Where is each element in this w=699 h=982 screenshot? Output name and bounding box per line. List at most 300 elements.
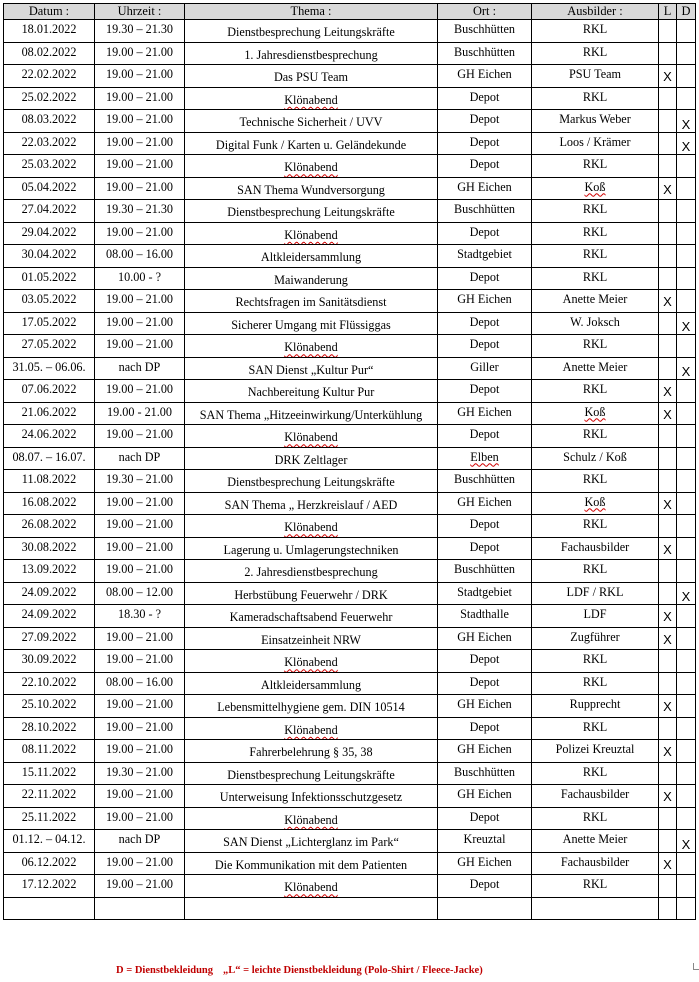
cell-ausbilder [532, 65, 659, 88]
cell-l-mark [659, 875, 677, 898]
cell-ort [438, 357, 532, 380]
cell-uhrzeit-text: 19.00 – 21.00 [105, 44, 174, 59]
cell-uhrzeit-text: nach DP [118, 359, 161, 374]
cell-ausbilder-text: RKL [582, 247, 608, 261]
cell-ort [438, 537, 532, 560]
cell-ort-text: GH Eichen [457, 787, 512, 801]
table-row [4, 132, 696, 155]
cell-ausbilder-text: RKL [582, 427, 608, 441]
cell-ausbilder [532, 402, 659, 425]
cell-thema [185, 492, 438, 515]
cell-l-mark-text: X [663, 856, 672, 872]
cell-uhrzeit-text: 19.00 – 21.00 [105, 719, 174, 734]
table-row [4, 740, 696, 763]
cell-datum-text: 25.02.2022 [21, 89, 77, 104]
cell-thema [185, 897, 438, 920]
cell-uhrzeit [95, 785, 185, 808]
cell-l-mark [659, 717, 677, 740]
cell-uhrzeit [95, 447, 185, 470]
cell-ort-text: GH Eichen [457, 67, 512, 81]
cell-ort [438, 582, 532, 605]
cell-thema [185, 830, 438, 853]
cell-d-mark [677, 110, 696, 133]
cell-d-mark [677, 222, 696, 245]
cell-thema-text: Die Kommunikation mit dem Patienten [214, 857, 408, 872]
cell-ausbilder [532, 222, 659, 245]
cell-ort [438, 380, 532, 403]
cell-datum [4, 87, 95, 110]
cell-thema [185, 650, 438, 673]
cell-uhrzeit [95, 402, 185, 425]
cell-thema-text: Dienstbesprechung Leitungskräfte [227, 475, 395, 490]
cell-d-mark [677, 20, 696, 43]
cell-l-mark-text: X [663, 69, 672, 84]
cell-uhrzeit [95, 627, 185, 650]
cell-uhrzeit-text: 19.00 – 21.00 [105, 742, 174, 756]
cell-thema-text: Kameradschaftsabend Feuerwehr [229, 610, 393, 625]
cell-uhrzeit-text: nach DP [118, 832, 161, 846]
cell-d-mark [677, 515, 696, 538]
cell-thema [185, 335, 438, 358]
cell-uhrzeit [95, 177, 185, 200]
cell-ausbilder-text: RKL [582, 517, 608, 531]
table-row [4, 65, 696, 88]
header-ausbilder: Ausbilder : [532, 4, 659, 20]
cell-uhrzeit [95, 267, 185, 290]
cell-d-mark [677, 672, 696, 695]
cell-thema [185, 155, 438, 178]
cell-datum [4, 65, 95, 88]
cell-l-mark [659, 402, 677, 425]
cell-ausbilder-text: RKL [582, 224, 608, 239]
cell-uhrzeit [95, 425, 185, 448]
cell-thema [185, 177, 438, 200]
header-l: L [659, 4, 677, 20]
cell-l-mark [659, 695, 677, 718]
cell-uhrzeit-text: 08.00 – 16.00 [105, 674, 174, 689]
cell-l-mark [659, 290, 677, 313]
cell-thema-text: Dienstbesprechung Leitungskräfte [227, 205, 395, 220]
cell-ort [438, 515, 532, 538]
table-row [4, 222, 696, 245]
cell-thema-text: Das PSU Team [273, 70, 349, 85]
cell-thema-text: Klönabend [284, 812, 338, 827]
cell-uhrzeit [95, 222, 185, 245]
cell-datum-text: 05.04.2022 [21, 179, 77, 194]
cell-uhrzeit-text: 19.00 – 21.00 [105, 224, 174, 239]
cell-l-mark-text: X [663, 631, 672, 647]
cell-datum-text: 30.09.2022 [21, 652, 77, 666]
cell-ausbilder [532, 245, 659, 268]
cell-uhrzeit [95, 492, 185, 515]
cell-datum [4, 672, 95, 695]
table-row [4, 672, 696, 695]
cell-thema-text: Sicherer Umgang mit Flüssiggas [231, 317, 391, 332]
cell-datum-text: 25.10.2022 [21, 697, 77, 711]
cell-d-mark [677, 177, 696, 200]
cell-ausbilder-text: Anette Meier [562, 359, 628, 374]
cell-uhrzeit [95, 132, 185, 155]
cell-datum-text: 08.11.2022 [21, 742, 77, 756]
cell-l-mark [659, 470, 677, 493]
cell-d-mark [677, 200, 696, 223]
cell-uhrzeit-text: 19.00 – 21.00 [105, 517, 174, 531]
cell-thema-text: Klönabend [284, 430, 338, 445]
cell-uhrzeit-text: 19.30 – 21.00 [105, 764, 174, 779]
cell-thema-text: Klönabend [284, 160, 338, 175]
cell-thema-text: Klönabend [284, 340, 338, 355]
cell-datum-text: 22.10.2022 [21, 674, 77, 689]
legend [116, 965, 483, 976]
cell-datum-text: 07.06.2022 [21, 382, 77, 396]
cell-l-mark [659, 200, 677, 223]
cell-uhrzeit [95, 200, 185, 223]
cell-ausbilder [532, 492, 659, 515]
table-row [4, 875, 696, 898]
cell-thema [185, 65, 438, 88]
cell-uhrzeit-text: 19.00 - 21.00 [107, 404, 172, 419]
cell-l-mark [659, 335, 677, 358]
cell-l-mark [659, 380, 677, 403]
cell-uhrzeit-text: 19.00 – 21.00 [105, 112, 174, 126]
cell-uhrzeit [95, 897, 185, 920]
cell-thema [185, 695, 438, 718]
table-row [4, 155, 696, 178]
cell-datum-text: 22.03.2022 [21, 134, 77, 149]
cell-datum-text: 27.04.2022 [21, 202, 77, 216]
cell-ort [438, 222, 532, 245]
cell-datum [4, 20, 95, 43]
cell-ausbilder-text: RKL [582, 809, 608, 824]
cell-l-mark-text: X [663, 541, 672, 557]
cell-ausbilder [532, 335, 659, 358]
cell-thema-text: Lagerung u. Umlagerungstechniken [223, 542, 399, 557]
cell-ausbilder [532, 515, 659, 538]
cell-ort [438, 155, 532, 178]
cell-d-mark [677, 897, 696, 920]
table-row [4, 515, 696, 538]
cell-ausbilder-text: Fachausbilder [560, 539, 630, 554]
cell-thema [185, 627, 438, 650]
cell-l-mark-text: X [663, 789, 672, 804]
cell-l-mark [659, 515, 677, 538]
cell-thema-text: Unterweisung Infektionsschutzgesetz [219, 790, 403, 805]
cell-datum [4, 852, 95, 875]
cell-ort [438, 672, 532, 695]
cell-uhrzeit [95, 762, 185, 785]
cell-ort-text: GH Eichen [457, 742, 512, 756]
cell-uhrzeit-text: 08.00 – 16.00 [105, 247, 174, 261]
cell-thema [185, 537, 438, 560]
cell-d-mark [677, 267, 696, 290]
cell-uhrzeit [95, 42, 185, 65]
cell-ort [438, 492, 532, 515]
cell-ort-text: Elben [470, 449, 499, 464]
cell-uhrzeit [95, 560, 185, 583]
cell-thema-text: 1. Jahresdienstbesprechung [244, 47, 378, 62]
cell-thema [185, 785, 438, 808]
table-row [4, 110, 696, 133]
cell-ort-text: Buschhütten [454, 472, 515, 486]
cell-ort-text: Buschhütten [454, 44, 515, 59]
table-row [4, 627, 696, 650]
cell-thema-text: Klönabend [284, 92, 338, 107]
table-row [4, 335, 696, 358]
cell-ausbilder-text: Koß [584, 404, 606, 419]
cell-ausbilder-text: RKL [582, 269, 608, 284]
legend-dienstbekleidung: D = Dienstbekleidung [116, 965, 214, 976]
cell-ort [438, 20, 532, 43]
cell-thema [185, 20, 438, 43]
cell-ausbilder [532, 695, 659, 718]
cell-datum-text: 08.02.2022 [21, 44, 77, 59]
cell-uhrzeit-text: 19.30 – 21.30 [105, 22, 174, 36]
cell-uhrzeit-text: nach DP [118, 449, 161, 464]
cell-uhrzeit [95, 830, 185, 853]
cell-d-mark [677, 830, 696, 853]
cell-uhrzeit-text: 19.00 – 21.00 [105, 494, 174, 509]
cell-uhrzeit [95, 515, 185, 538]
cell-d-mark [677, 470, 696, 493]
cell-thema [185, 470, 438, 493]
table-row [4, 357, 696, 380]
cell-thema [185, 87, 438, 110]
cell-thema-text: Dienstbesprechung Leitungskräfte [227, 767, 395, 782]
cell-datum-text: 13.09.2022 [21, 562, 77, 576]
cell-uhrzeit [95, 605, 185, 628]
cell-thema [185, 852, 438, 875]
table-row [4, 762, 696, 785]
cell-ausbilder [532, 560, 659, 583]
cell-l-mark-text: X [663, 181, 672, 197]
cell-ort-text: Depot [469, 517, 500, 531]
table-row [4, 267, 696, 290]
cell-l-mark-text: X [663, 384, 672, 399]
cell-ort-text: Depot [469, 539, 500, 554]
cell-datum-text: 17.05.2022 [21, 314, 77, 329]
cell-ausbilder-text: PSU Team [568, 67, 622, 81]
cell-ort [438, 200, 532, 223]
cell-ort [438, 875, 532, 898]
cell-ort-text: GH Eichen [457, 697, 512, 711]
cell-datum [4, 560, 95, 583]
table-row [4, 20, 696, 43]
cell-d-mark [677, 245, 696, 268]
cell-d-mark [677, 807, 696, 830]
cell-thema [185, 582, 438, 605]
cell-datum [4, 222, 95, 245]
cell-d-mark [677, 695, 696, 718]
cell-thema-text: Lebensmittelhygiene gem. DIN 10514 [217, 700, 405, 715]
cell-d-mark-text: X [681, 116, 691, 132]
cell-ausbilder-text: LDF [583, 607, 607, 621]
cell-ausbilder-text: RKL [582, 562, 608, 576]
cell-uhrzeit [95, 335, 185, 358]
cell-thema [185, 425, 438, 448]
cell-l-mark-text: X [663, 699, 672, 714]
cell-uhrzeit [95, 807, 185, 830]
cell-d-mark [677, 42, 696, 65]
cell-d-mark [677, 132, 696, 155]
cell-ort-text: Depot [469, 719, 500, 734]
cell-datum-text: 01.12. – 04.12. [12, 832, 86, 846]
cell-datum-text: 28.10.2022 [21, 719, 77, 734]
cell-ausbilder [532, 672, 659, 695]
cell-thema [185, 762, 438, 785]
cell-ausbilder [532, 762, 659, 785]
cell-ort-text: GH Eichen [457, 292, 512, 306]
cell-datum [4, 132, 95, 155]
cell-l-mark [659, 357, 677, 380]
schedule-header [4, 4, 696, 20]
cell-l-mark [659, 447, 677, 470]
cell-ausbilder [532, 807, 659, 830]
cell-uhrzeit-text: 19.00 – 21.00 [105, 629, 174, 644]
cell-d-mark [677, 852, 696, 875]
cell-uhrzeit-text: 19.00 – 21.00 [105, 854, 174, 869]
cell-thema [185, 717, 438, 740]
cell-ort [438, 267, 532, 290]
table-row [4, 87, 696, 110]
cell-ausbilder-text: Rupprecht [569, 697, 621, 711]
cell-thema [185, 605, 438, 628]
cell-datum [4, 582, 95, 605]
table-row [4, 650, 696, 673]
cell-ort [438, 605, 532, 628]
cell-l-mark [659, 155, 677, 178]
cell-ausbilder [532, 830, 659, 853]
cell-datum-text: 24.09.2022 [21, 607, 77, 621]
cell-ort [438, 717, 532, 740]
cell-ort-text: Depot [469, 157, 500, 171]
cell-uhrzeit [95, 717, 185, 740]
schedule-table [3, 3, 696, 920]
cell-ausbilder-text: RKL [582, 44, 608, 59]
cell-ort [438, 470, 532, 493]
cell-d-mark [677, 290, 696, 313]
cell-datum [4, 627, 95, 650]
cell-d-mark [677, 380, 696, 403]
cell-uhrzeit-text: 19.30 – 21.30 [105, 202, 174, 216]
cell-thema-text: Klönabend [284, 722, 338, 737]
cell-datum-text: 11.08.2022 [21, 472, 77, 486]
cell-ort-text: Depot [469, 809, 500, 824]
cell-datum-text: 27.09.2022 [21, 629, 77, 644]
cell-ausbilder-text: Anette Meier [562, 292, 628, 306]
cell-uhrzeit-text: 19.00 – 21.00 [105, 337, 174, 351]
cell-ort-text: Kreuztal [463, 832, 506, 846]
cell-ort [438, 290, 532, 313]
cell-ort-text: GH Eichen [457, 854, 512, 869]
cell-ausbilder [532, 132, 659, 155]
cell-ort [438, 132, 532, 155]
cell-l-mark-text: X [663, 406, 672, 422]
cell-uhrzeit-text: 19.00 – 21.00 [105, 179, 174, 194]
cell-datum [4, 200, 95, 223]
cell-thema [185, 380, 438, 403]
cell-uhrzeit-text: 19.00 – 21.00 [105, 292, 174, 306]
cell-uhrzeit [95, 695, 185, 718]
cell-datum-text: 08.03.2022 [21, 112, 77, 126]
cell-thema-text: SAN Dienst „Kultur Pur“ [248, 362, 374, 377]
schedule-body [4, 20, 696, 920]
cell-d-mark [677, 402, 696, 425]
cell-datum-text: 15.11.2022 [21, 764, 77, 779]
cell-ausbilder [532, 785, 659, 808]
cell-datum-text: 22.02.2022 [21, 67, 77, 81]
cell-ort [438, 762, 532, 785]
cell-datum-text: 21.06.2022 [21, 404, 77, 419]
cell-thema [185, 200, 438, 223]
cell-l-mark [659, 267, 677, 290]
cell-ort [438, 627, 532, 650]
cell-ausbilder-text: RKL [582, 382, 608, 396]
cell-l-mark [659, 762, 677, 785]
cell-ausbilder-text: Fachausbilder [560, 854, 630, 869]
cell-ausbilder [532, 447, 659, 470]
cell-l-mark-text: X [663, 609, 672, 624]
table-row [4, 537, 696, 560]
cell-datum [4, 830, 95, 853]
cell-thema-text: Herbstübung Feuerwehr / DRK [234, 587, 388, 602]
cell-l-mark [659, 650, 677, 673]
cell-ort [438, 740, 532, 763]
table-row [4, 177, 696, 200]
table-row [4, 605, 696, 628]
cell-ort [438, 447, 532, 470]
cell-l-mark [659, 582, 677, 605]
cell-ausbilder-text: RKL [582, 157, 608, 171]
cell-thema [185, 110, 438, 133]
cell-ort-text: Stadtgebiet [457, 584, 512, 599]
cell-ausbilder [532, 20, 659, 43]
cell-d-mark [677, 627, 696, 650]
cell-uhrzeit-text: 19.00 – 21.00 [105, 809, 174, 824]
cell-l-mark [659, 605, 677, 628]
cell-thema [185, 357, 438, 380]
cell-datum [4, 515, 95, 538]
cell-thema [185, 290, 438, 313]
cell-uhrzeit [95, 740, 185, 763]
cell-thema [185, 515, 438, 538]
cell-ausbilder-text: Markus Weber [559, 112, 631, 126]
cell-ausbilder-text: RKL [582, 337, 608, 351]
table-row [4, 425, 696, 448]
cell-datum [4, 402, 95, 425]
cell-ort-text: Depot [469, 89, 500, 104]
cell-ort [438, 402, 532, 425]
cell-thema [185, 132, 438, 155]
cell-uhrzeit [95, 470, 185, 493]
cell-ausbilder-text: Schulz / Koß [563, 449, 627, 464]
cell-ausbilder [532, 267, 659, 290]
cell-uhrzeit-text: 19.00 – 21.00 [105, 787, 174, 801]
cell-datum [4, 605, 95, 628]
cell-ausbilder [532, 717, 659, 740]
cell-l-mark-text: X [663, 294, 672, 309]
cell-thema [185, 267, 438, 290]
cell-d-mark-text: X [681, 319, 691, 334]
table-row [4, 290, 696, 313]
cell-ort [438, 312, 532, 335]
cell-datum [4, 740, 95, 763]
header-uhrzeit: Uhrzeit : [95, 4, 185, 20]
cell-ort-text: Buschhütten [454, 562, 515, 576]
table-row [4, 695, 696, 718]
cell-d-mark-text: X [681, 836, 691, 852]
cell-thema-text: 2. Jahresdienstbesprechung [244, 565, 378, 580]
cell-l-mark [659, 20, 677, 43]
